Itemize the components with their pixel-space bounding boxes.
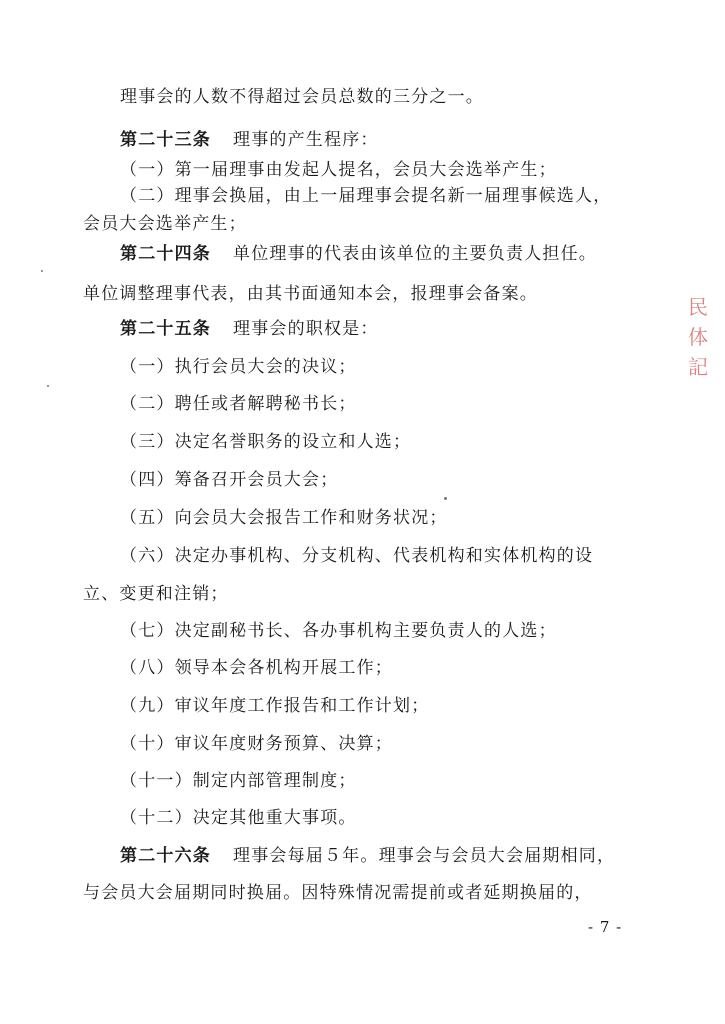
article-number: 第二十五条 [120,319,211,339]
paragraph-text: （六）决定办事机构、分支机构、代表机构和实体机构的设 [120,546,594,566]
article-title: 理事会的职权是： [233,319,379,339]
article-number: 第二十三条 [120,130,211,150]
seal-char: 記 [688,355,708,379]
paragraph-line [120,545,680,567]
paragraph-line [120,185,680,207]
article-text: 单位理事的代表由该单位的主要负责人担任。 [233,244,597,264]
seal-char: 民 [688,295,708,319]
paragraph-text: （十一）制定内部管理制度； [120,771,357,791]
article-26-heading [120,845,680,867]
paragraph-line [83,882,643,904]
paragraph-line [120,657,680,679]
paragraph-text: （八）领导本会各机构开展工作； [120,658,393,678]
page-number: - 7 - [588,918,623,936]
paragraph-text: （一）执行会员大会的决议； [120,357,357,377]
paragraph-text: （五）向会员大会报告工作和财务状况； [120,508,448,528]
article-25-heading [120,318,680,340]
paragraph-line [120,86,680,108]
article-number: 第二十四条 [120,244,211,264]
paragraph-text: 理事会的人数不得超过会员总数的三分之一。 [120,87,484,107]
article-text: 理事会每届５年。理事会与会员大会届期相同， [233,846,616,866]
paragraph-line [120,507,680,529]
seal-char: 体 [688,325,708,349]
paragraph-text: 与会员大会届期同时换届。因特殊情况需提前或者延期换届的， [83,883,593,903]
paragraph-text: （二）理事会换届，由上一届理事会提名新一届理事候选人， [120,186,612,206]
scan-speck [47,385,49,387]
paragraph-line [120,159,680,181]
scan-speck [444,497,447,500]
paragraph-line [120,431,680,453]
paragraph-text: （一）第一届理事由发起人提名，会员大会选举产生； [120,160,557,180]
paragraph-line [120,770,680,792]
paragraph-line [120,807,680,829]
paragraph-line [120,356,680,378]
paragraph-line [120,620,680,642]
paragraph-text: （九）审议年度工作报告和工作计划； [120,696,430,716]
paragraph-line [120,469,680,491]
paragraph-text: 会员大会选举产生； [83,214,247,234]
scan-speck [41,270,43,272]
article-24-heading [120,243,680,265]
paragraph-line [120,733,680,755]
paragraph-text: （十二）决定其他重大事项。 [120,808,357,828]
paragraph-line [120,393,680,415]
paragraph-line [120,695,680,717]
seal-stamp [688,292,725,402]
article-number: 第二十六条 [120,846,211,866]
paragraph-text: 单位调整理事代表，由其书面通知本会，报理事会备案。 [83,284,538,304]
paragraph-line [83,583,643,605]
article-title: 理事的产生程序： [233,130,379,150]
paragraph-text: （二）聘任或者解聘秘书长； [120,394,357,414]
paragraph-text: （七）决定副秘书长、各办事机构主要负责人的人选； [120,621,557,641]
article-23-heading [120,129,680,151]
paragraph-text: 立、变更和注销； [83,584,229,604]
paragraph-line [83,213,643,235]
paragraph-text: （十）审议年度财务预算、决算； [120,734,393,754]
paragraph-text: （三）决定名誉职务的设立和人选； [120,432,412,452]
paragraph-text: （四）筹备召开会员大会； [120,470,339,490]
paragraph-line [83,283,643,305]
